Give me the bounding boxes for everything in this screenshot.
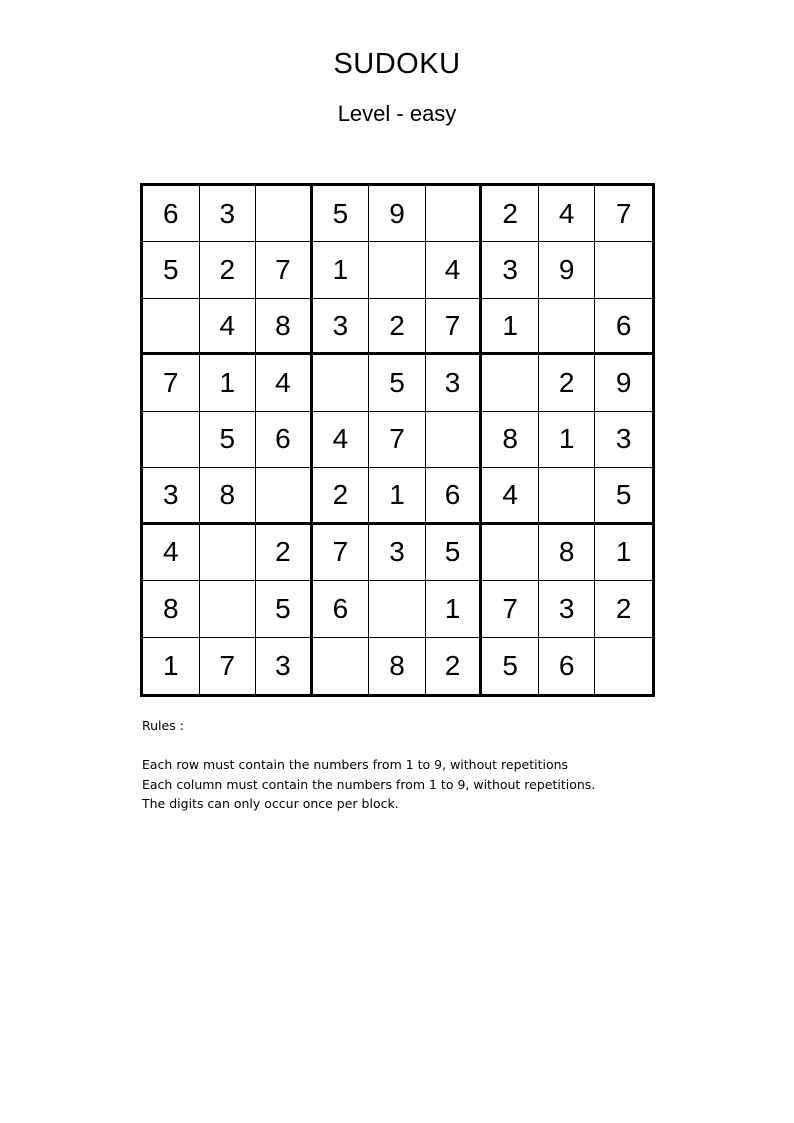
given-cell[interactable]: 1 — [313, 242, 370, 298]
empty-cell[interactable] — [143, 412, 200, 468]
given-cell[interactable]: 5 — [482, 638, 539, 694]
rules-heading: Rules : — [142, 718, 184, 733]
given-cell[interactable]: 1 — [482, 299, 539, 355]
given-cell[interactable]: 5 — [595, 468, 652, 524]
empty-cell[interactable] — [482, 525, 539, 581]
given-cell[interactable]: 8 — [256, 299, 313, 355]
given-cell[interactable]: 7 — [143, 355, 200, 411]
given-cell[interactable]: 1 — [595, 525, 652, 581]
given-cell[interactable]: 8 — [143, 581, 200, 637]
given-cell[interactable]: 1 — [539, 412, 596, 468]
given-cell[interactable]: 2 — [426, 638, 483, 694]
empty-cell[interactable] — [256, 186, 313, 242]
given-cell[interactable]: 3 — [369, 525, 426, 581]
empty-cell[interactable] — [200, 525, 257, 581]
given-cell[interactable]: 3 — [256, 638, 313, 694]
empty-cell[interactable] — [539, 468, 596, 524]
empty-cell[interactable] — [143, 299, 200, 355]
given-cell[interactable]: 1 — [426, 581, 483, 637]
given-cell[interactable]: 8 — [539, 525, 596, 581]
given-cell[interactable]: 4 — [539, 186, 596, 242]
given-cell[interactable]: 8 — [369, 638, 426, 694]
empty-cell[interactable] — [595, 242, 652, 298]
given-cell[interactable]: 1 — [200, 355, 257, 411]
given-cell[interactable]: 7 — [482, 581, 539, 637]
sudoku-grid — [140, 183, 655, 697]
given-cell[interactable]: 6 — [595, 299, 652, 355]
given-cell[interactable]: 3 — [482, 242, 539, 298]
given-cell[interactable]: 2 — [256, 525, 313, 581]
given-cell[interactable]: 5 — [200, 412, 257, 468]
given-cell[interactable]: 2 — [482, 186, 539, 242]
given-cell[interactable]: 4 — [482, 468, 539, 524]
given-cell[interactable]: 9 — [595, 355, 652, 411]
given-cell[interactable]: 7 — [200, 638, 257, 694]
given-cell[interactable]: 2 — [595, 581, 652, 637]
empty-cell[interactable] — [539, 299, 596, 355]
given-cell[interactable]: 8 — [200, 468, 257, 524]
empty-cell[interactable] — [426, 412, 483, 468]
given-cell[interactable]: 5 — [426, 525, 483, 581]
given-cell[interactable]: 6 — [426, 468, 483, 524]
given-cell[interactable]: 5 — [313, 186, 370, 242]
difficulty-level: Level - easy — [337, 101, 457, 126]
empty-cell[interactable] — [200, 581, 257, 637]
given-cell[interactable]: 3 — [426, 355, 483, 411]
empty-cell[interactable] — [369, 242, 426, 298]
given-cell[interactable]: 2 — [369, 299, 426, 355]
empty-cell[interactable] — [426, 186, 483, 242]
empty-cell[interactable] — [482, 355, 539, 411]
rules-section — [142, 716, 595, 814]
empty-cell[interactable] — [595, 638, 652, 694]
given-cell[interactable]: 5 — [143, 242, 200, 298]
given-cell[interactable]: 3 — [143, 468, 200, 524]
given-cell[interactable]: 4 — [256, 355, 313, 411]
given-cell[interactable]: 7 — [369, 412, 426, 468]
given-cell[interactable]: 6 — [539, 638, 596, 694]
given-cell[interactable]: 6 — [256, 412, 313, 468]
given-cell[interactable]: 9 — [369, 186, 426, 242]
given-cell[interactable]: 5 — [369, 355, 426, 411]
rule-line: The digits can only occur once per block. — [142, 796, 399, 811]
given-cell[interactable]: 5 — [256, 581, 313, 637]
rule-line: Each column must contain the numbers from 1 to 9, without repetitions. — [142, 776, 596, 792]
empty-cell[interactable] — [256, 468, 313, 524]
given-cell[interactable]: 7 — [595, 186, 652, 242]
given-cell[interactable]: 3 — [200, 186, 257, 242]
given-cell[interactable]: 1 — [369, 468, 426, 524]
given-cell[interactable]: 4 — [143, 525, 200, 581]
given-cell[interactable]: 2 — [313, 468, 370, 524]
given-cell[interactable]: 6 — [143, 186, 200, 242]
given-cell[interactable]: 2 — [539, 355, 596, 411]
empty-cell[interactable] — [369, 581, 426, 637]
given-cell[interactable]: 6 — [313, 581, 370, 637]
given-cell[interactable]: 8 — [482, 412, 539, 468]
given-cell[interactable]: 4 — [313, 412, 370, 468]
rule-line: Each row must contain the numbers from 1 to 9, without repetitions — [142, 757, 569, 772]
given-cell[interactable]: 7 — [256, 242, 313, 298]
given-cell[interactable]: 9 — [539, 242, 596, 298]
given-cell[interactable]: 4 — [426, 242, 483, 298]
empty-cell[interactable] — [313, 638, 370, 694]
given-cell[interactable]: 3 — [313, 299, 370, 355]
given-cell[interactable]: 3 — [595, 412, 652, 468]
puzzle-title: SUDOKU — [333, 48, 461, 80]
given-cell[interactable]: 2 — [200, 242, 257, 298]
given-cell[interactable]: 7 — [313, 525, 370, 581]
given-cell[interactable]: 3 — [539, 581, 596, 637]
given-cell[interactable]: 1 — [143, 638, 200, 694]
given-cell[interactable]: 4 — [200, 299, 257, 355]
given-cell[interactable]: 7 — [426, 299, 483, 355]
empty-cell[interactable] — [313, 355, 370, 411]
